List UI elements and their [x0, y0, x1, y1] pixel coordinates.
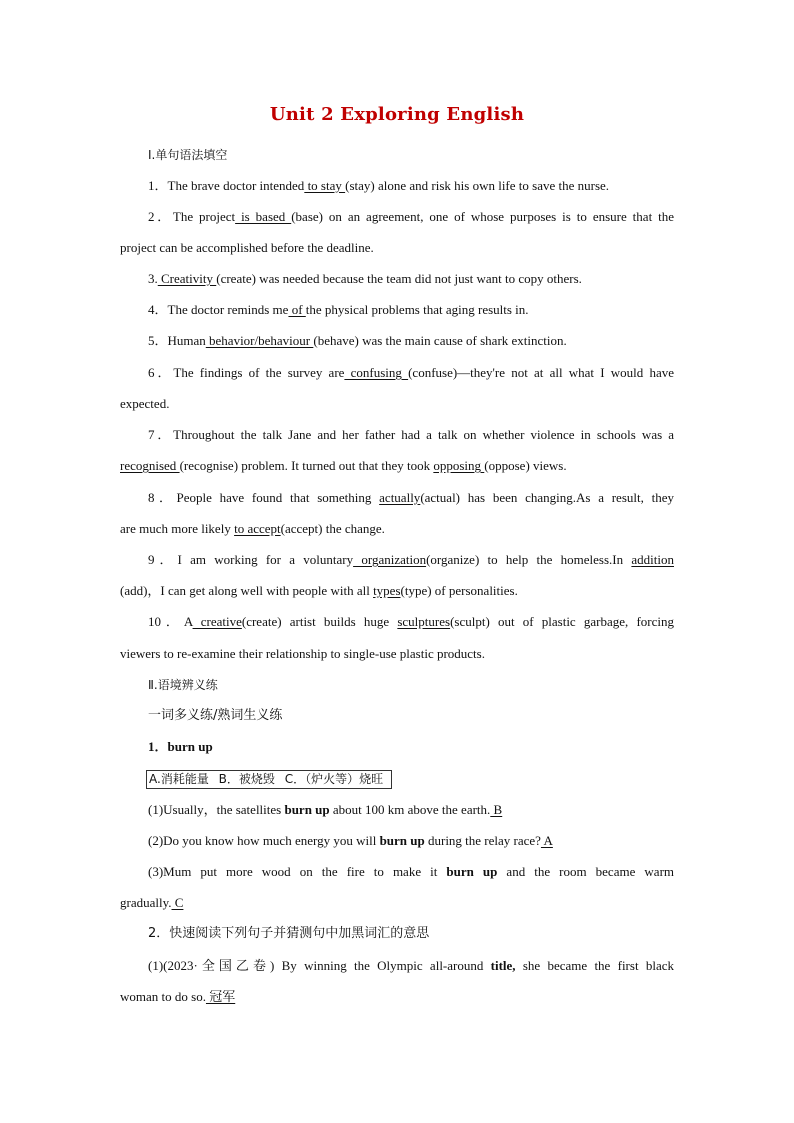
- question-8: 8．People have found that something actually(actual) has been changing.As a result, they: [148, 490, 674, 505]
- answer-blank: to stay: [304, 178, 346, 193]
- question-6: 6．The findings of the survey are confusing (confuse)—they're not at all what I would have: [148, 365, 674, 380]
- question-2-cont: project can be accomplished before the deadline.: [120, 240, 374, 255]
- sentence-3: (3)Mum put more wood on the fire to make it burn up and the room became warm: [148, 864, 674, 879]
- answer-blank: types: [373, 583, 401, 598]
- answer-blank: B: [490, 802, 503, 817]
- answer-blank: of: [288, 302, 306, 317]
- section2-subheading: 一词多义练/熟词生义练: [148, 708, 283, 723]
- answer-blank: C: [171, 895, 184, 910]
- question-8-cont: are much more likely to accept(accept) the change.: [120, 521, 385, 536]
- sentence-2: (2)Do you know how much energy you will burn up during the relay race? A: [148, 833, 553, 848]
- answer-blank: addition: [631, 552, 674, 567]
- question-7-cont: recognised (recognise) problem. It turned out that they took opposing (oppose) views.: [120, 458, 567, 473]
- answer-blank: sculptures: [397, 614, 451, 629]
- question-9: 9．I am working for a voluntary organization(organize) to help the homeless.In addition: [148, 552, 674, 567]
- option-b: B．被烧毁: [218, 772, 275, 786]
- question-6-cont: expected.: [120, 396, 170, 411]
- sentence-3-cont: gradually. C: [120, 895, 184, 910]
- page-title: Unit 2 Exploring English: [269, 104, 525, 125]
- answer-blank: is based: [235, 209, 292, 224]
- sentence-title-cont: woman to do so. 冠军: [120, 989, 236, 1004]
- answer-blank: Creativity: [157, 271, 217, 286]
- phrase-title: 1．burn up: [148, 739, 213, 754]
- question-9-cont: (add)，I can get along well with people with all types(type) of personalities.: [120, 583, 518, 598]
- answer-blank: actually: [379, 490, 421, 505]
- question-5: 5．Human behavior/behaviour (behave) was the main cause of shark extinction.: [148, 333, 567, 348]
- answer-blank: organization: [353, 552, 427, 567]
- answer-blank: creative: [192, 614, 242, 629]
- answer-blank: confusing: [344, 365, 409, 380]
- answer-blank: recognised: [120, 458, 180, 473]
- task-2-title: 2．快速阅读下列句子并猜测句中加黑词汇的意思: [148, 926, 430, 941]
- question-4: 4．The doctor reminds me of the physical problems that aging results in.: [148, 302, 529, 317]
- answer-blank: 冠军: [205, 989, 236, 1004]
- section2-heading: Ⅱ.语境辨义练: [148, 678, 218, 692]
- answer-blank: A: [540, 833, 553, 848]
- answer-blank: opposing: [433, 458, 485, 473]
- question-1: 1．The brave doctor intended to stay (stay) alone and risk his own life to save the nurse.: [148, 178, 610, 193]
- question-2: 2．The project is based (base) on an agreement, one of whose purposes is to ensure that the: [148, 209, 674, 224]
- answer-blank: behavior/behaviour: [205, 333, 314, 348]
- answer-blank: to accept: [234, 521, 281, 536]
- option-a: A.消耗能量: [149, 772, 209, 786]
- question-10-cont: viewers to re-examine their relationship to single-use plastic products.: [120, 646, 485, 661]
- sentence-1: (1)Usually，the satellites burn up about 100 km above the earth. B: [148, 802, 503, 817]
- question-7: 7．Throughout the talk Jane and her father had a talk on whether violence in schools was a: [148, 427, 674, 442]
- question-3: 3. Creativity (create) was needed because the team did not just want to copy others.: [148, 271, 582, 286]
- options-box: [146, 770, 392, 789]
- option-c: C．（炉火等）烧旺: [284, 772, 384, 786]
- question-10: 10．A creative(create) artist builds huge sculptures(sculpt) out of plastic garbage, forcing: [148, 614, 674, 629]
- section1-heading: Ⅰ.单句语法填空: [148, 148, 228, 162]
- sentence-title: (1)(2023·全国乙卷) By winning the Olympic all-around title, she became the first black: [148, 958, 674, 973]
